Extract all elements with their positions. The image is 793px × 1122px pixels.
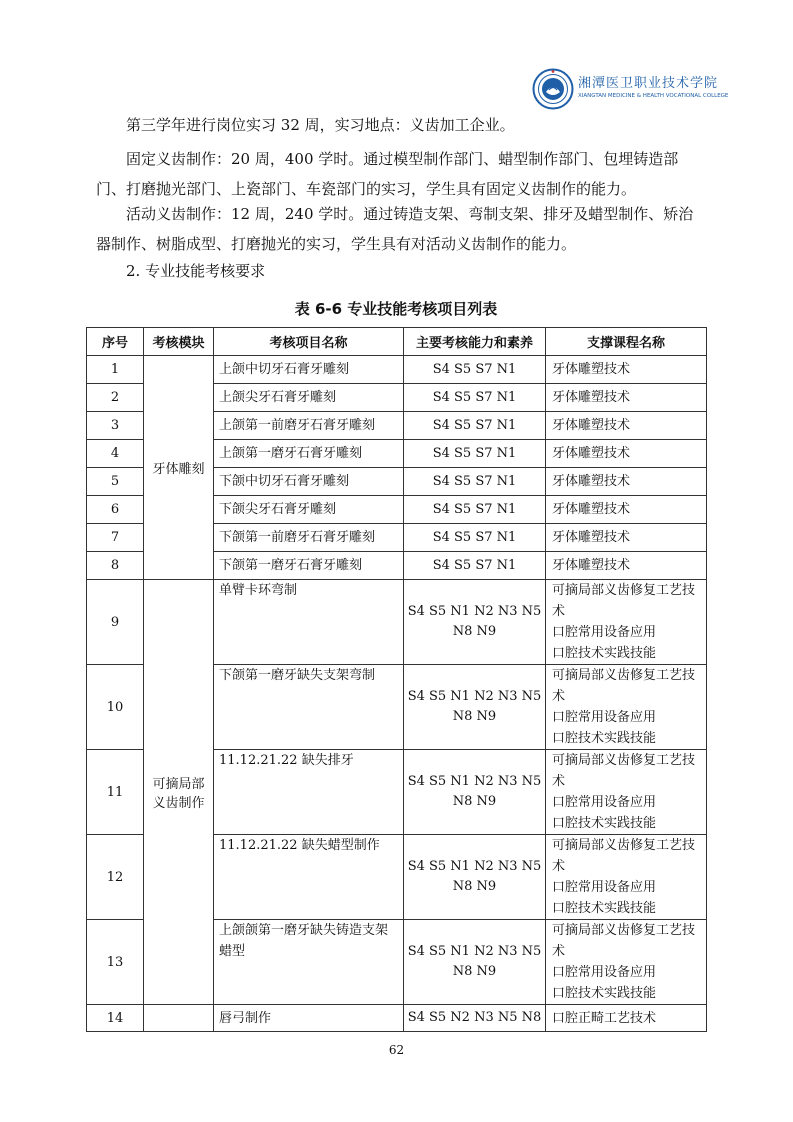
row-item: 下颌中切牙石膏牙雕刻 <box>214 468 404 496</box>
row-course: 牙体雕塑技术 <box>546 440 707 468</box>
row-item: 下颌第一磨牙缺失支架弯制 <box>214 665 404 750</box>
row-item: 下颌第一磨牙石膏牙雕刻 <box>214 552 404 580</box>
row-item: 唇弓制作 <box>214 1005 404 1032</box>
row-course: 可摘局部义齿修复工艺技术 口腔常用设备应用 口腔技术实践技能 <box>546 920 707 1005</box>
header-item: 考核项目名称 <box>214 328 404 356</box>
row-course: 可摘局部义齿修复工艺技术 口腔常用设备应用 口腔技术实践技能 <box>546 580 707 665</box>
row-ability: S4 S5 S7 N1 <box>404 440 546 468</box>
table-row <box>87 580 707 665</box>
college-name-cn: 湘潭医卫职业技术学院 <box>578 76 719 91</box>
module-removable-denture: 可摘局部义齿制作 <box>144 580 214 1005</box>
skill-assessment-table <box>86 327 707 1032</box>
row-course: 可摘局部义齿修复工艺技术 口腔常用设备应用 口腔技术实践技能 <box>546 665 707 750</box>
page-number: 62 <box>388 1043 405 1057</box>
row-ability: S4 S5 N1 N2 N3 N5 N8 N9 <box>404 665 546 750</box>
row-no: 3 <box>87 412 144 440</box>
row-ability: S4 S5 N2 N3 N5 N8 <box>404 1005 546 1032</box>
row-course: 可摘局部义齿修复工艺技术 口腔常用设备应用 口腔技术实践技能 <box>546 835 707 920</box>
row-ability: S4 S5 N1 N2 N3 N5 N8 N9 <box>404 750 546 835</box>
row-ability: S4 S5 S7 N1 <box>404 552 546 580</box>
table-row <box>87 356 707 384</box>
row-item: 上颌中切牙石膏牙雕刻 <box>214 356 404 384</box>
paragraph-fixed-denture: 固定义齿制作：20 周，400 学时。通过模型制作部门、蜡型制作部门、包埋铸造部门、打磨抛光部门、上瓷部门、车瓷部门的实习，学生具有固定义齿制作的能力。 <box>96 150 679 198</box>
header-no: 序号 <box>87 328 144 356</box>
header-course: 支撑课程名称 <box>546 328 707 356</box>
row-ability: S4 S5 S7 N1 <box>404 384 546 412</box>
row-course: 可摘局部义齿修复工艺技术 口腔常用设备应用 口腔技术实践技能 <box>546 750 707 835</box>
row-no: 9 <box>87 580 144 665</box>
row-course: 牙体雕塑技术 <box>546 524 707 552</box>
row-no: 14 <box>87 1005 144 1032</box>
row-item: 单臂卡环弯制 <box>214 580 404 665</box>
paragraph-internship: 第三学年进行岗位实习 32 周，实习地点：义齿加工企业。 <box>126 116 515 134</box>
row-no: 8 <box>87 552 144 580</box>
row-course: 牙体雕塑技术 <box>546 356 707 384</box>
row-course: 牙体雕塑技术 <box>546 384 707 412</box>
row-no: 2 <box>87 384 144 412</box>
module-empty <box>144 1005 214 1032</box>
row-no: 5 <box>87 468 144 496</box>
row-item: 上颌颌第一磨牙缺失铸造支架蜡型 <box>214 920 404 1005</box>
header-module: 考核模块 <box>144 328 214 356</box>
table-header-row <box>87 328 707 356</box>
row-no: 10 <box>87 665 144 750</box>
college-name-en: XIANGTAN MEDICINE & HEALTH VOCATIONAL COLLEGE <box>578 93 729 99</box>
module-tooth-carving: 牙体雕刻 <box>144 356 214 580</box>
row-item: 11.12.21.22 缺失排牙 <box>214 750 404 835</box>
row-ability: S4 S5 N1 N2 N3 N5 N8 N9 <box>404 835 546 920</box>
row-no: 11 <box>87 750 144 835</box>
row-no: 4 <box>87 440 144 468</box>
section-heading-skill-assessment: 2. 专业技能考核要求 <box>126 262 266 280</box>
row-course: 牙体雕塑技术 <box>546 412 707 440</box>
row-course: 牙体雕塑技术 <box>546 468 707 496</box>
row-item: 11.12.21.22 缺失蜡型制作 <box>214 835 404 920</box>
row-item: 上颌尖牙石膏牙雕刻 <box>214 384 404 412</box>
row-no: 13 <box>87 920 144 1005</box>
table-row <box>87 1005 707 1032</box>
row-course: 牙体雕塑技术 <box>546 496 707 524</box>
row-ability: S4 S5 S7 N1 <box>404 412 546 440</box>
row-course: 口腔正畸工艺技术 <box>546 1005 707 1032</box>
row-ability: S4 S5 S7 N1 <box>404 468 546 496</box>
college-emblem-icon <box>532 68 574 110</box>
college-logo <box>532 68 729 112</box>
row-ability: S4 S5 N1 N2 N3 N5 N8 N9 <box>404 920 546 1005</box>
row-ability: S4 S5 S7 N1 <box>404 496 546 524</box>
row-ability: S4 S5 N1 N2 N3 N5 N8 N9 <box>404 580 546 665</box>
row-item: 上颌第一前磨牙石膏牙雕刻 <box>214 412 404 440</box>
row-no: 6 <box>87 496 144 524</box>
row-no: 1 <box>87 356 144 384</box>
header-ability: 主要考核能力和素养 <box>404 328 546 356</box>
row-item: 上颌第一磨牙石膏牙雕刻 <box>214 440 404 468</box>
row-no: 7 <box>87 524 144 552</box>
row-ability: S4 S5 S7 N1 <box>404 524 546 552</box>
table-caption: 表 6-6 专业技能考核项目列表 <box>294 300 498 318</box>
row-ability: S4 S5 S7 N1 <box>404 356 546 384</box>
row-item: 下颌第一前磨牙石膏牙雕刻 <box>214 524 404 552</box>
row-no: 12 <box>87 835 144 920</box>
row-item: 下颌尖牙石膏牙雕刻 <box>214 496 404 524</box>
paragraph-removable-denture: 活动义齿制作：12 周，240 学时。通过铸造支架、弯制支架、排牙及蜡型制作、矫治器制作、树脂成型、打磨抛光的实习，学生具有对活动义齿制作的能力。 <box>96 205 694 253</box>
row-course: 牙体雕塑技术 <box>546 552 707 580</box>
